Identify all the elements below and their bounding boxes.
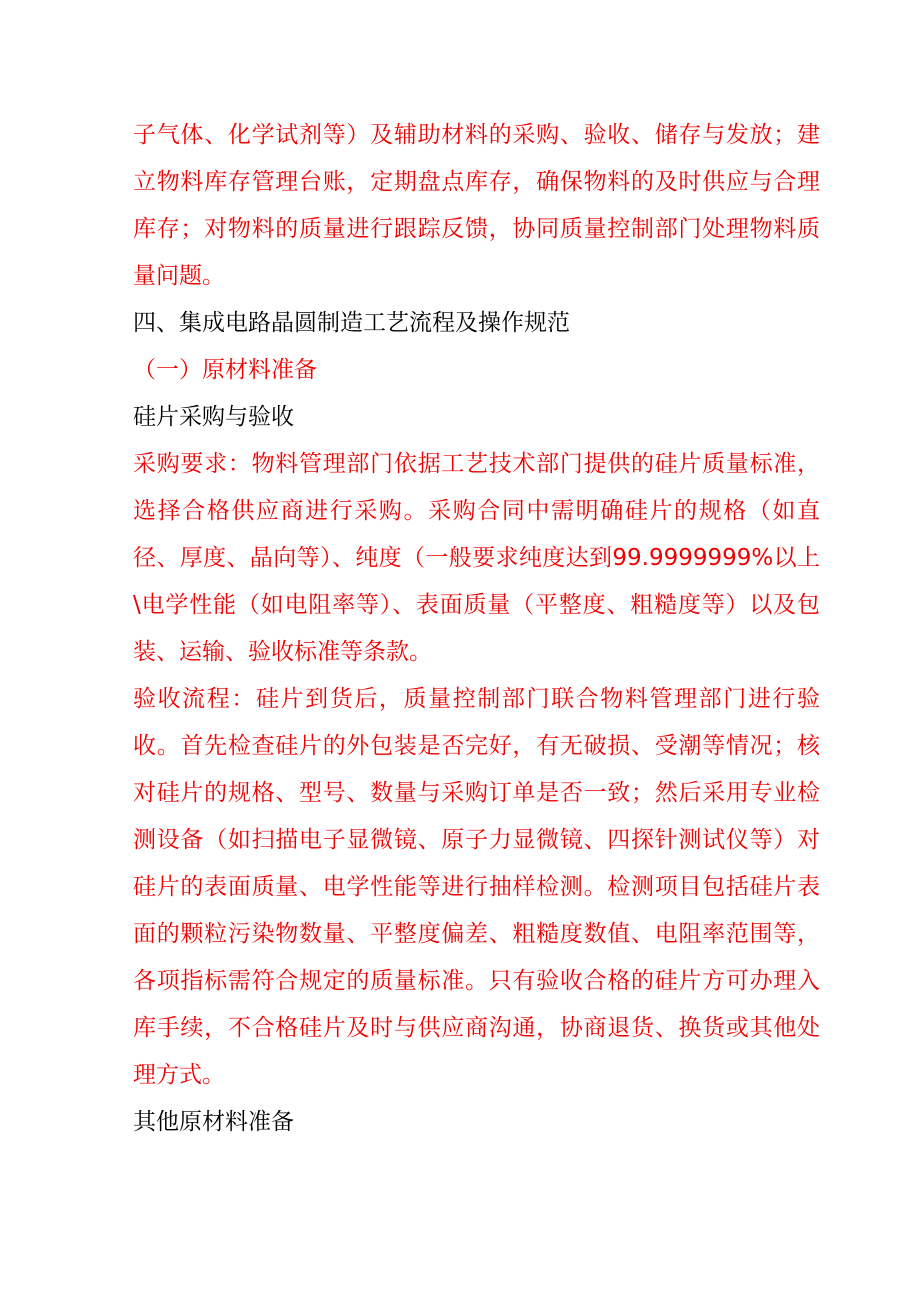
paragraph-acceptance-process: 验收流程：硅片到货后，质量控制部门联合物料管理部门进行验收。首先检查硅片的外包装是否完好，有无破损、受潮等情况；核对硅片的规格、型号、数量与采购订单是否一致；然后采用专业检测设备（如扫描电子显微镜、原子力显微镜、四探针测试仪等）对硅片的表面质量、电学性能等进行抽样检测。检测项目包括硅片表面的颗粒污染物数量、平整度偏差、粗糙度数值、电阻率范围等，各项指标需符合规定的质量标准。只有验收合格的硅片方可办理入库手续，不合格硅片及时与供应商沟通，协商退货、换货或其他处理方式。: [133, 686, 820, 1088]
heading-section-4: 四、集成电路晶圆制造工艺流程及操作规范: [133, 310, 570, 336]
paragraph-procurement-requirements: 采购要求：物料管理部门依据工艺技术部门提供的硅片质量标准，选择合格供应商进行采购。采购合同中需明确硅片的规格（如直径、厚度、晶向等）、纯度（一般要求纯度达到99.9999999%以上\电学性能（如电阻率等）、表面质量（平整度、粗糙度等）以及包装、运输、验收标准等条款。: [133, 451, 820, 665]
paragraph-materials-management: 子气体、化学试剂等）及辅助材料的采购、验收、储存与发放；建立物料库存管理台账，定期盘点库存，确保物料的及时供应与合理库存；对物料的质量进行跟踪反馈，协同质量控制部门处理物料质量问题。: [133, 122, 820, 289]
heading-wafer-procurement: 硅片采购与验收: [133, 404, 294, 430]
heading-other-materials: 其他原材料准备: [133, 1109, 294, 1135]
heading-subsection-1: （一）原材料准备: [133, 357, 317, 383]
